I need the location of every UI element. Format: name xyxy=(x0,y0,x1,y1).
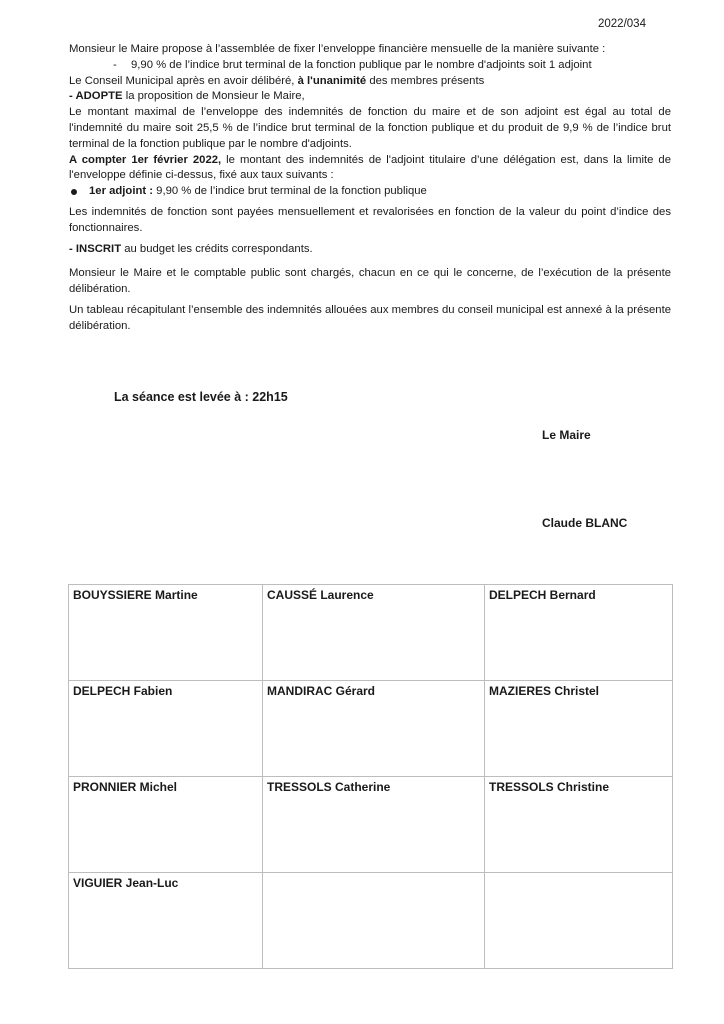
paragraph-inscrit xyxy=(69,242,671,258)
paragraph-date xyxy=(69,153,671,185)
signature-cell: VIGUIER Jean-Luc xyxy=(69,873,263,969)
unanimity-text: à l'unanimité xyxy=(297,74,367,87)
dash-marker: - xyxy=(113,58,117,71)
paragraph-council xyxy=(69,74,671,90)
adjoint-bullet-item xyxy=(69,184,671,200)
adopte-label: - ADOPTE xyxy=(69,90,123,103)
table-row xyxy=(69,777,673,873)
bullet-dot xyxy=(71,189,77,195)
adopte-text: la proposition de Monsieur le Maire, xyxy=(122,90,305,103)
date-label: A compter 1er février 2022, xyxy=(69,153,222,166)
table-row xyxy=(69,873,673,969)
signature-cell: DELPECH Fabien xyxy=(69,681,263,777)
proposal-rate: 9,90 % de l’indice brut terminal de la fonction publique par le nombre d'adjoints soit 1 adjoint xyxy=(131,58,592,71)
inscrit-label: - INSCRIT xyxy=(69,242,122,255)
signature-cell xyxy=(485,873,673,969)
paragraph-enveloppe: Le montant maximal de l’enveloppe des indemnités de fonction du maire et de son adjoint est égal au total de l'indemnité du maire soit 25,5 % de l’indice brut terminal de la fonction publique et du produit de 9,9 % de l’indice brut terminal de la fonction publique par le nombre d'adjoints. xyxy=(69,106,671,150)
signature-cell: DELPECH Bernard xyxy=(485,585,673,681)
table-row xyxy=(69,681,673,777)
adjoint-label: 1er adjoint : xyxy=(89,185,154,198)
signature-cell: CAUSSÉ Laurence xyxy=(263,585,485,681)
members-text: des membres présents xyxy=(366,74,485,87)
maire-name: Claude BLANC xyxy=(542,516,628,530)
paragraph-execution: Monsieur le Maire et le comptable public sont chargés, chacun en ce qui le concerne, de l’exécution de la présente délibération. xyxy=(69,267,671,296)
paragraph-proposal: Monsieur le Maire propose à l’assemblée de fixer l’enveloppe financière mensuelle de la manière suivante : xyxy=(69,43,606,55)
signature-table xyxy=(68,584,673,969)
table-row xyxy=(69,585,673,681)
signature-cell: PRONNIER Michel xyxy=(69,777,263,873)
date-text: le montant des indemnités de l'adjoint titulaire d’une délégation est, dans la limite de l'enveloppe définie ci-dessus, fixé aux taux suivants : xyxy=(69,153,671,182)
proposal-dash-item xyxy=(69,58,671,74)
signature-cell xyxy=(263,873,485,969)
paragraph-annex: Un tableau récapitulant l’ensemble des indemnités allouées aux membres du conseil municipal est annexé à la présente délibération. xyxy=(69,303,671,332)
inscrit-text: au budget les crédits correspondants. xyxy=(121,242,313,255)
paragraph-payment: Les indemnités de fonction sont payées mensuellement et revalorisées en fonction de la valeur du point d’indice des fonctionnaires. xyxy=(69,205,671,234)
maire-title: Le Maire xyxy=(542,428,591,442)
paragraph-adopte xyxy=(69,89,671,105)
signature-cell: BOUYSSIERE Martine xyxy=(69,585,263,681)
signature-cell: MAZIERES Christel xyxy=(485,681,673,777)
seance-closing: La séance est levée à : 22h15 xyxy=(114,390,288,404)
deliberation-body xyxy=(69,42,671,335)
adjoint-rate: 9,90 % de l’indice brut terminal de la fonction publique xyxy=(153,185,427,198)
page-number: 2022/034 xyxy=(598,18,646,30)
signature-cell: MANDIRAC Gérard xyxy=(263,681,485,777)
signature-cell: TRESSOLS Catherine xyxy=(263,777,485,873)
signature-cell: TRESSOLS Christine xyxy=(485,777,673,873)
council-text: Le Conseil Municipal après en avoir délibéré, xyxy=(69,74,298,87)
